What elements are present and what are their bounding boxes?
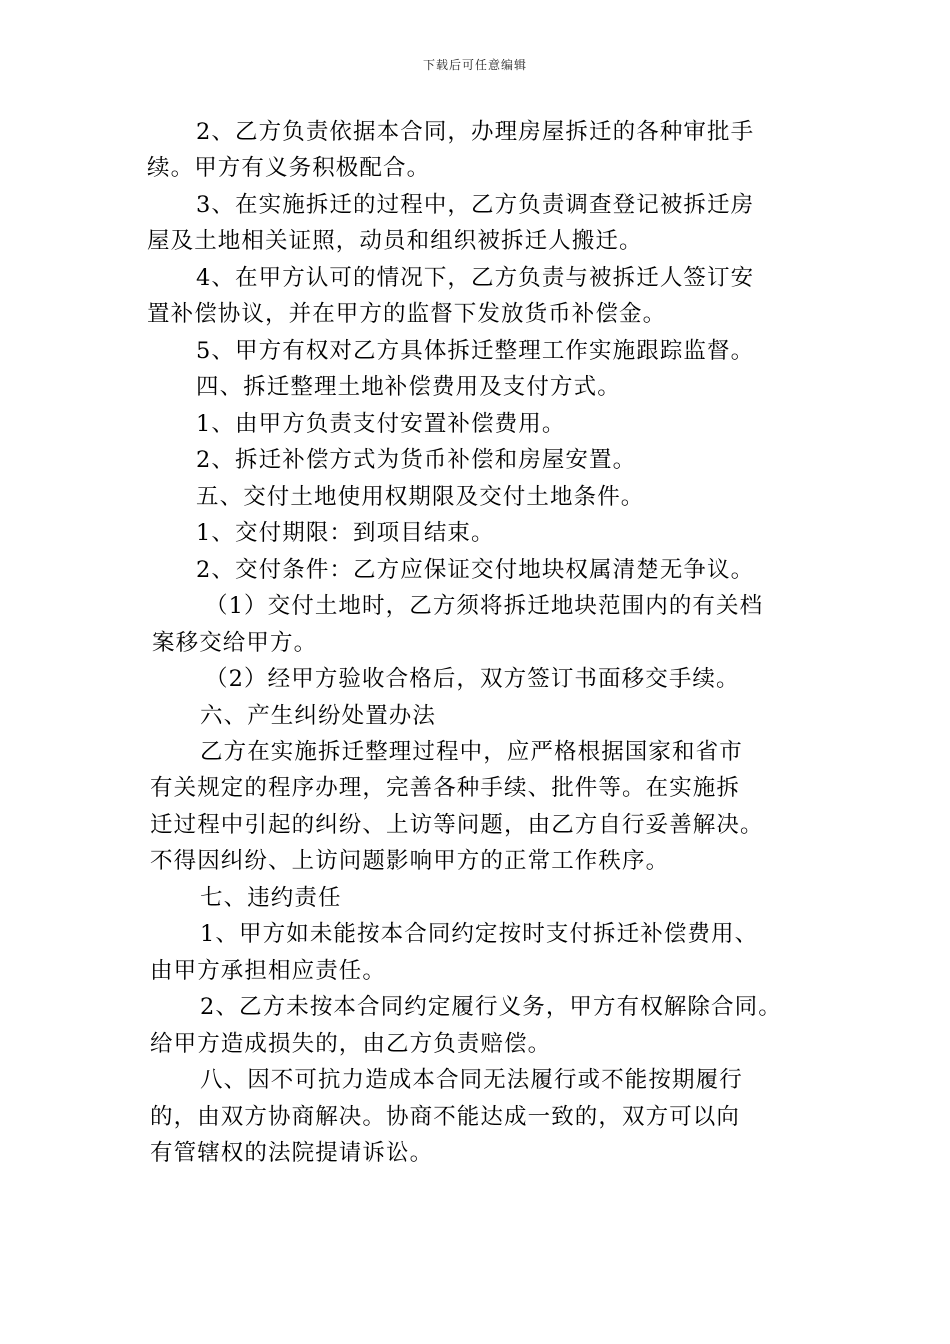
paragraph-line: 3、在实施拆迁的过程中，乙方负责调查登记被拆迁房: [196, 192, 755, 218]
section-heading: 八、因不可抗力造成本合同无法履行或不能按期履行: [200, 1067, 743, 1093]
section-heading: 五、交付土地使用权期限及交付土地条件。: [196, 484, 645, 510]
paragraph-line: 1、交付期限：到项目结束。: [196, 520, 495, 546]
page-header-note: 下载后可任意编辑: [422, 58, 527, 72]
paragraph-line: 屋及土地相关证照，动员和组织被拆迁人搬迁。: [147, 228, 643, 254]
paragraph-line: 4、在甲方认可的情况下，乙方负责与被拆迁人签订安: [196, 265, 755, 291]
paragraph-line: （1）交付土地时，乙方须将拆迁地块范围内的有关档: [205, 593, 764, 619]
paragraph-line: 有关规定的程序办理，完善各种手续、批件等。在实施拆: [150, 775, 741, 801]
section-heading: 四、拆迁整理土地补偿费用及支付方式。: [196, 374, 621, 400]
paragraph-line: 由甲方承担相应责任。: [150, 958, 387, 984]
paragraph-line: 置补偿协议，并在甲方的监督下发放货币补偿金。: [147, 301, 667, 327]
paragraph-line: 1、由甲方负责支付安置补偿费用。: [196, 411, 566, 437]
paragraph-line: 2、交付条件：乙方应保证交付地块权属清楚无争议。: [196, 557, 755, 583]
paragraph-line: （2）经甲方验收合格后，双方签订书面移交手续。: [205, 666, 740, 692]
paragraph-line: 有管辖权的法院提请诉讼。: [150, 1140, 434, 1166]
paragraph-line: 2、乙方负责依据本合同，办理房屋拆迁的各种审批手: [196, 119, 755, 145]
paragraph-line: 不得因纠纷、上访问题影响甲方的正常工作秩序。: [150, 848, 670, 874]
paragraph-line: 给甲方造成损失的，由乙方负责赔偿。: [150, 1031, 552, 1057]
paragraph-line: 5、甲方有权对乙方具体拆迁整理工作实施跟踪监督。: [196, 338, 755, 364]
paragraph-line: 案移交给甲方。: [152, 630, 318, 656]
paragraph-line: 2、拆迁补偿方式为货币补偿和房屋安置。: [196, 447, 637, 473]
paragraph-line: 1、甲方如未能按本合同约定按时支付拆迁补偿费用、: [200, 921, 759, 947]
section-heading: 六、产生纠纷处置办法: [200, 703, 437, 729]
paragraph-line: 续。甲方有义务积极配合。: [147, 155, 431, 181]
paragraph-line: 迁过程中引起的纠纷、上访等问题，由乙方自行妥善解决。: [150, 812, 764, 838]
paragraph-line: 乙方在实施拆迁整理过程中，应严格根据国家和省市: [200, 739, 743, 765]
section-heading: 七、违约责任: [200, 885, 342, 911]
paragraph-line: 2、乙方未按本合同约定履行义务，甲方有权解除合同。: [200, 994, 782, 1020]
paragraph-line: 的，由双方协商解决。协商不能达成一致的，双方可以向: [150, 1104, 741, 1130]
